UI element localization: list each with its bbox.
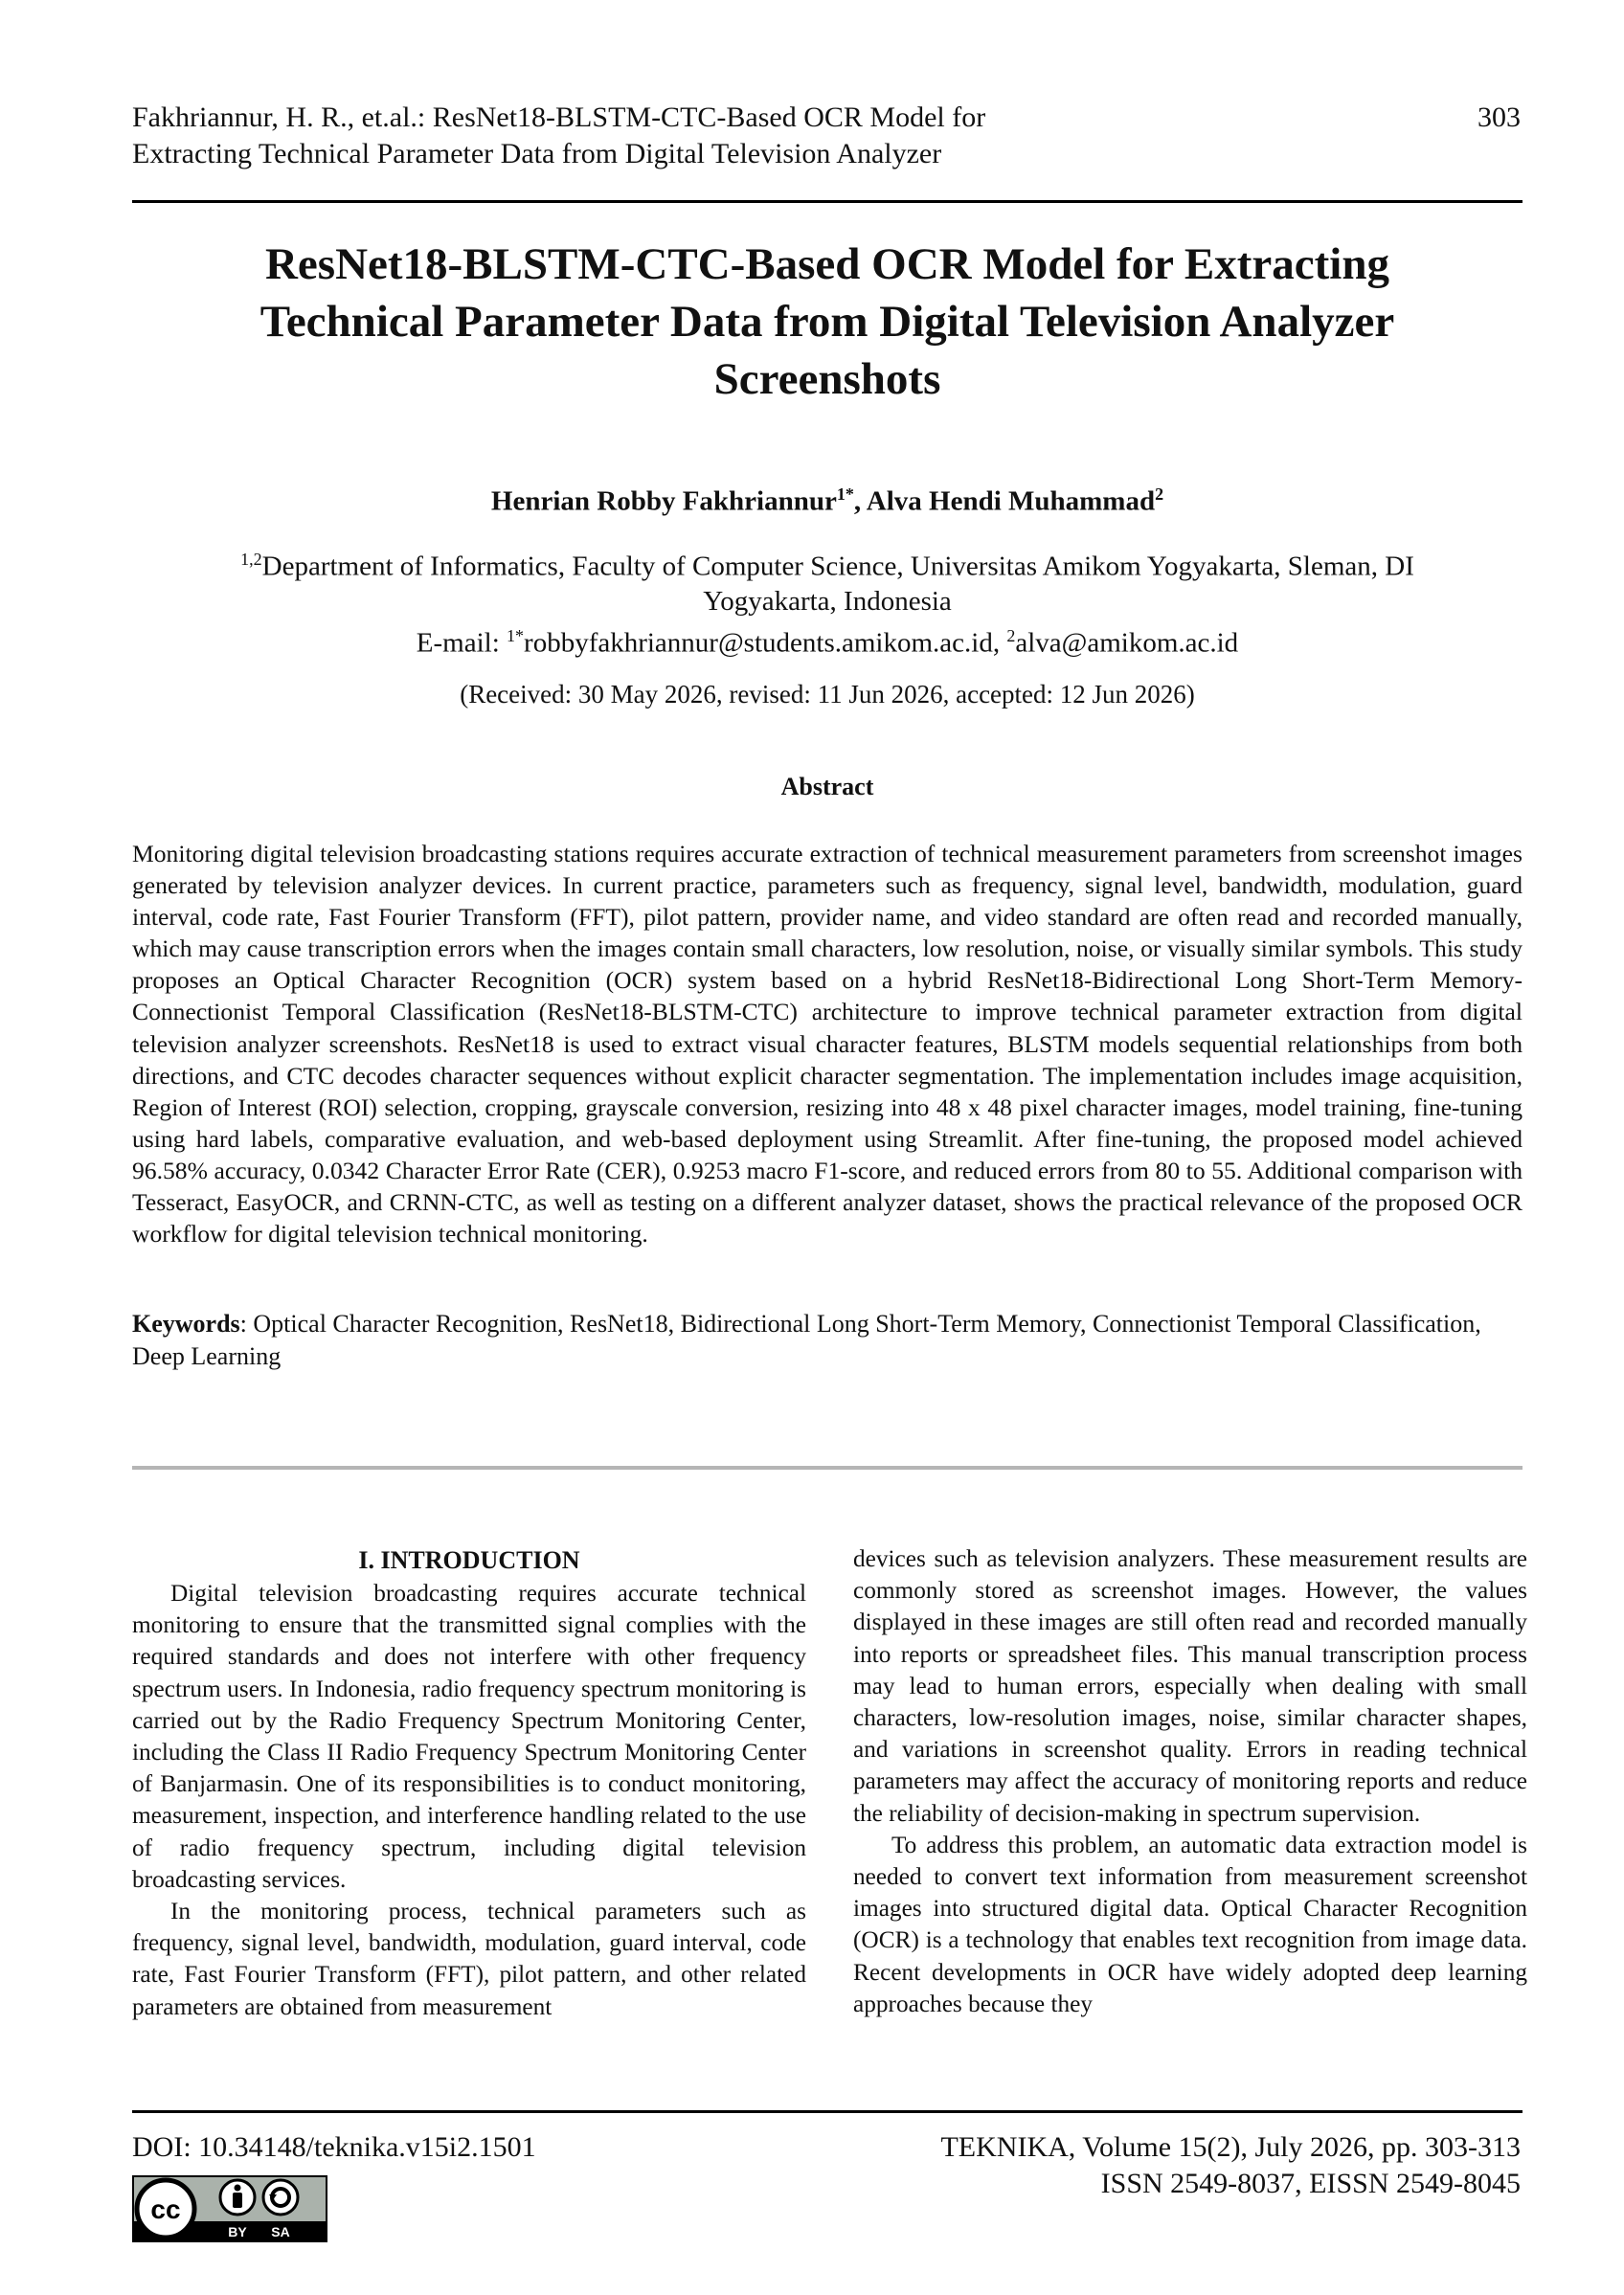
page-number: 303 xyxy=(1477,101,1521,133)
cc-by-sa-license-icon[interactable] xyxy=(132,2175,327,2242)
header-rule xyxy=(132,200,1522,203)
keywords-text: : Optical Character Recognition, ResNet18, Bidirectional Long Short-Term Memory, Connectionist Temporal Classification, Deep Learning xyxy=(132,1310,1481,1370)
submission-dates: (Received: 30 May 2026, revised: 11 Jun 2026, accepted: 12 Jun 2026) xyxy=(460,680,1195,709)
author-2-superscript: 2 xyxy=(1155,484,1164,504)
author-separator: , xyxy=(853,485,867,517)
email-label: E-mail: xyxy=(416,627,508,659)
author-list xyxy=(132,476,1522,520)
intro-paragraph-2-continued: devices such as television analyzers. These measurement results are commonly stored as screenshot images. However, the values displayed in these images are still often read and recorded manually into reports or spreadsheet files. This manual transcription process may lead to human errors, especially when dealing with small characters, low-resolution images, noise, similar character shapes, and variations in screenshot quality. Errors in reading technical parameters may affect the accuracy of monitoring reports and reduce the reliability of decision-making in spectrum supervision. xyxy=(853,1545,1527,1827)
abstract-heading: Abstract xyxy=(780,773,874,800)
title-line-3: Screenshots xyxy=(713,354,941,404)
author-2: Alva Hendi Muhammad xyxy=(866,485,1156,517)
email-line xyxy=(132,619,1522,661)
author-1-superscript: 1* xyxy=(836,484,854,504)
attribution-icon xyxy=(220,2180,255,2215)
title-line-2: Technical Parameter Data from Digital Television Analyzer xyxy=(259,297,1395,347)
paper-title xyxy=(132,236,1522,408)
journal-issn: ISSN 2549-8037, EISSN 2549-8045 xyxy=(1100,2168,1521,2199)
keywords-label: Keywords xyxy=(132,1310,240,1338)
email-1[interactable]: robbyfakhriannur@students.amikom.ac.id xyxy=(524,627,993,659)
intro-paragraph-1: Digital television broadcasting requires accurate technical monitoring to ensure that the transmitted signal complies with the required standards and does not interfere with other frequency spectrum users. In Indonesia, radio frequency spectrum monitoring is carried out by the Radio Frequency Spectrum Monitoring Center, including the Class II Radio Frequency Spectrum Monitoring Center of Banjarmasin. One of its responsibilities is to conduct monitoring, measurement, inspection, and interference handling related to the use of radio frequency spectrum, including digital television broadcasting services. xyxy=(132,1580,806,1893)
intro-paragraph-3: To address this problem, an automatic data extraction model is needed to convert text information from measurement screenshot images into structured digital data. Optical Character Recognition (OCR) is a technology that enables text recognition from image data. Recent developments in OCR have widely adopted deep learning approaches because they xyxy=(853,1831,1527,2017)
email-1-superscript: 1* xyxy=(507,625,525,645)
license-by-label: BY xyxy=(228,2224,247,2239)
column-right xyxy=(853,1543,1527,2020)
running-head-line-2: Extracting Technical Parameter Data from Digital Television Analyzer xyxy=(132,138,942,169)
email-2[interactable]: alva@amikom.ac.id xyxy=(1015,627,1239,659)
running-head xyxy=(132,100,1147,172)
affiliation-line-1 xyxy=(132,542,1522,584)
journal-info xyxy=(940,2129,1521,2202)
affiliation-superscript: 1,2 xyxy=(240,550,262,569)
author-1: Henrian Robby Fakhriannur xyxy=(490,485,837,517)
doi[interactable]: DOI: 10.34148/teknika.v15i2.1501 xyxy=(132,2131,536,2163)
affiliation-text-1: Department of Informatics, Faculty of Computer Science, Universitas Amikom Yogyakarta, Sleman, DI xyxy=(261,551,1414,582)
affiliation-line-2: Yogyakarta, Indonesia xyxy=(703,585,952,617)
email-2-superscript: 2 xyxy=(1006,625,1016,645)
email-separator: , xyxy=(992,627,1007,659)
license-sa-label: SA xyxy=(271,2224,290,2239)
cc-icon xyxy=(137,2180,194,2238)
section-divider xyxy=(132,1466,1522,1470)
running-head-line-1: Fakhriannur, H. R., et.al.: ResNet18-BLSTM-CTC-Based OCR Model for xyxy=(132,101,986,133)
footer-rule xyxy=(132,2110,1522,2113)
abstract-text: Monitoring digital television broadcasting stations requires accurate extraction of technical measurement parameters from screenshot images generated by television analyzer devices. In current practice, parameters such as frequency, signal level, bandwidth, modulation, guard interval, code rate, Fast Fourier Transform (FFT), pilot pattern, provider name, and video standard are often read and recorded manually, which may cause transcription errors when the images contain small characters, low resolution, noise, or visually similar symbols. This study proposes an Optical Character Recognition (OCR) system based on a hybrid ResNet18-Bidirectional Long Short-Term Memory-Connectionist Temporal Classification (ResNet18-BLSTM-CTC) architecture to improve technical parameter extraction from digital television analyzer screenshots. ResNet18 is used to extract visual character features, BLSTM models sequential relationships from both directions, and CTC decodes character sequences without explicit character segmentation. The implementation includes image acquisition, Region of Interest (ROI) selection, cropping, grayscale conversion, resizing into 48 x 48 pixel character images, model training, fine-tuning using hard labels, comparative evaluation, and web-based deployment using Streamlit. After fine-tuning, the proposed model achieved 96.58% accuracy, 0.0342 Character Error Rate (CER), 0.9253 macro F1-score, and reduced errors from 80 to 55. Additional comparison with Tesseract, EasyOCR, and CRNN-CTC, as well as testing on a different analyzer dataset, shows the practical relevance of the proposed OCR workflow for digital television technical monitoring. xyxy=(132,840,1522,1249)
share-alike-icon xyxy=(263,2180,298,2215)
intro-paragraph-2: In the monitoring process, technical parameters such as frequency, signal level, bandwidth, modulation, guard interval, code rate, Fast Fourier Transform (FFT), pilot pattern, and other related parameters are obtained from measurement xyxy=(132,1898,806,2020)
svg-text:cc: cc xyxy=(150,2194,181,2224)
introduction-heading: I. INTRODUCTION xyxy=(358,1546,580,1574)
affiliation xyxy=(132,542,1522,660)
keywords xyxy=(132,1308,1522,1373)
title-line-1: ResNet18-BLSTM-CTC-Based OCR Model for Extracting xyxy=(264,239,1389,289)
column-left xyxy=(132,1543,806,2023)
journal-volume: TEKNIKA, Volume 15(2), July 2026, pp. 303-313 xyxy=(940,2131,1521,2163)
